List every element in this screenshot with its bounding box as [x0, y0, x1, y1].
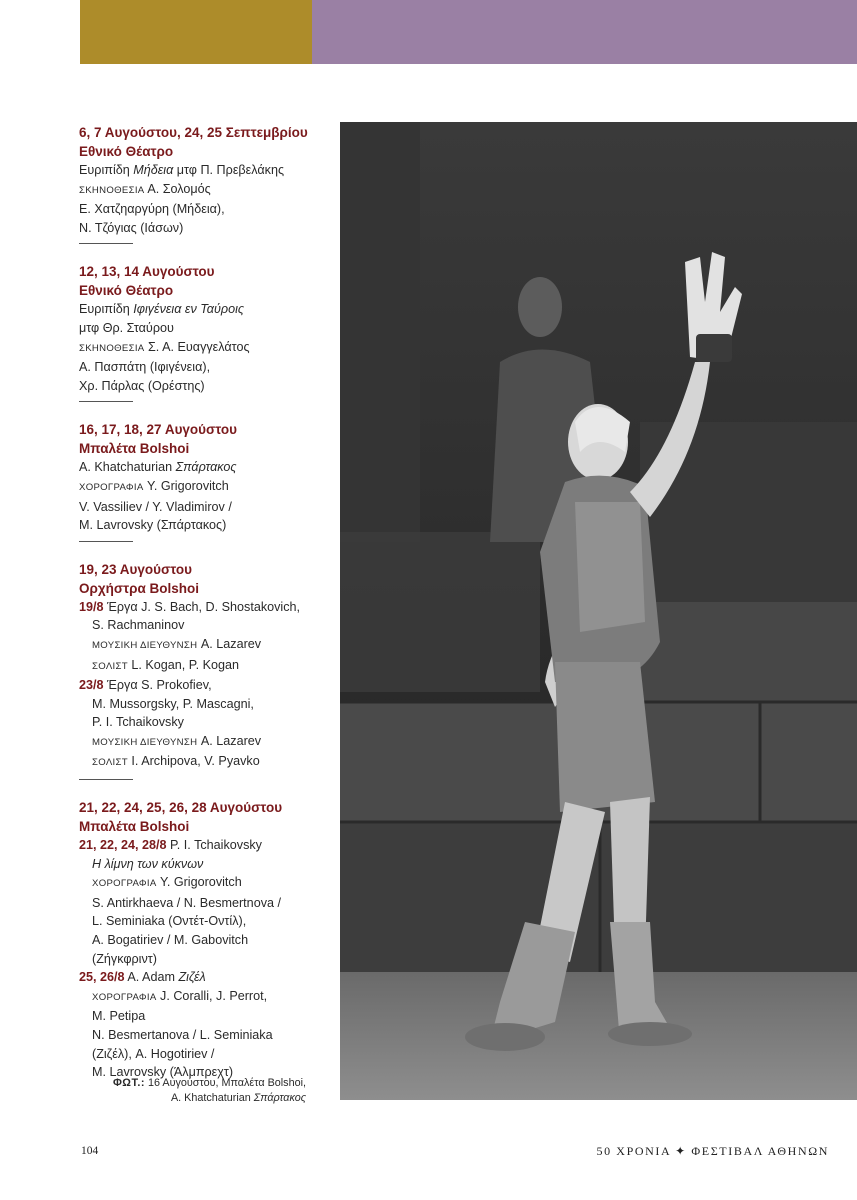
running-title: 50 ΧΡΟΝΙΑ ✦ ΦΕΣΤΙΒΑΛ ΑΘΗΝΩΝ	[596, 1144, 829, 1158]
programme-entry	[79, 420, 331, 541]
concert-programme	[79, 598, 331, 617]
ballet-days: 21, 22, 24, 28/8	[79, 838, 167, 853]
entry-venue: Μπαλέτα Bolshoi	[79, 441, 190, 457]
entry-date: 6, 7 Αυγούστου, 24, 25 Σεπτεμβρίου	[79, 125, 308, 140]
work-title: Μήδεια	[133, 163, 174, 177]
soloist-name: I. Archipova, V. Pyavko	[127, 754, 260, 769]
ballet-title-text: Η λίμνη των κύκνων	[92, 856, 204, 871]
caption-composer: A. Khatchaturian	[170, 1092, 254, 1104]
soloist-label: ΣΟΛΙΣΤ	[92, 660, 128, 672]
cast-line: A. Bogatiriev / M. Gabovitch	[92, 933, 249, 948]
cast-line: M. Lavrovsky (Άλμπρεχτ)	[92, 1065, 234, 1080]
work-author: Ευριπίδη	[79, 163, 134, 177]
concert-works-cont: P. I. Tchaikovsky	[92, 715, 184, 730]
header-band-gold	[80, 0, 312, 64]
cast-line: Χρ. Πάρλας (Ορέστης)	[79, 378, 205, 393]
director-label: ΣΚΗΝΟΘΕΣΙΑ	[79, 342, 145, 354]
ballet-programme	[79, 836, 331, 855]
cast-line: (Ζιζέλ), A. Hogotiriev /	[92, 1046, 215, 1061]
entry-venue: Εθνικό Θέατρο	[79, 283, 174, 299]
ballet-title	[79, 855, 331, 874]
entry-divider	[79, 401, 133, 402]
entry-venue: Εθνικό Θέατρο	[79, 144, 174, 159]
director-label: ΣΚΗΝΟΘΕΣΙΑ	[79, 184, 145, 196]
concert-conductor	[79, 732, 331, 753]
programme-entry	[79, 560, 331, 780]
concert-conductor	[79, 635, 331, 656]
dancer-photograph	[340, 122, 857, 1100]
ballet-choreography	[79, 987, 331, 1008]
entry-divider	[79, 243, 133, 244]
concert-programme	[79, 676, 331, 695]
choreography-label: ΧΟΡΟΓΡΑΦΙΑ	[79, 481, 144, 493]
cast-line: Ν. Τζόγιας (Ιάσων)	[79, 220, 184, 235]
choreography-label: ΧΟΡΟΓΡΑΦΙΑ	[92, 878, 157, 890]
caption-text: 16 Αυγούστου, Μπαλέτα Bolshoi,	[144, 1077, 306, 1089]
ballet-choreography	[79, 873, 331, 894]
ballet-composer: A. Adam	[124, 970, 179, 985]
caption-label: ΦΩΤ.:	[112, 1077, 145, 1089]
entry-work	[79, 300, 331, 319]
cast-line: L. Seminiaka (Οντέτ-Οντίλ),	[92, 914, 247, 929]
concert-works-cont: S. Rachmaninov	[92, 618, 185, 633]
soloist-label: ΣΟΛΙΣΤ	[92, 757, 128, 769]
programme-entry	[79, 262, 331, 402]
entry-translation: μτφ Θρ. Σταύρου	[79, 320, 174, 335]
cast-line: Α. Πασπάτη (Ιφιγένεια),	[79, 360, 211, 375]
entry-date: 19, 23 Αυγούστου	[79, 561, 192, 577]
entry-date: 12, 13, 14 Αυγούστου	[79, 264, 215, 280]
entry-director	[79, 338, 331, 359]
conductor-name: A. Lazarev	[197, 733, 262, 748]
choreography-label: ΧΟΡΟΓΡΑΦΙΑ	[92, 991, 157, 1003]
page-number: 104	[81, 1145, 99, 1157]
work-composer: A. Khatchaturian	[79, 460, 176, 475]
programme-entry	[79, 798, 331, 1082]
concert-day: 19/8	[79, 599, 104, 614]
ballet-composer: P. I. Tchaikovsky	[166, 838, 262, 853]
caption-work-title: Σπάρτακος	[253, 1092, 306, 1104]
programme-entry	[79, 123, 331, 244]
choreographer-name: Y. Grigorovitch	[156, 875, 242, 890]
work-author: Ευριπίδη	[79, 302, 134, 317]
entry-venue: Μπαλέτα Bolshoi	[79, 819, 190, 835]
work-title: Ιφιγένεια εν Ταύροις	[133, 302, 245, 317]
entry-venue: Ορχήστρα Bolshoi	[79, 580, 200, 596]
conductor-label: ΜΟΥΣΙΚΗ ΔΙΕΥΘΥΝΣΗ	[92, 736, 198, 748]
entry-director	[79, 180, 331, 201]
concert-soloist	[79, 752, 331, 773]
ballet-days: 25, 26/8	[79, 970, 125, 985]
conductor-label: ΜΟΥΣΙΚΗ ΔΙΕΥΘΥΝΣΗ	[92, 639, 198, 651]
caption-line-1	[113, 1076, 306, 1091]
entry-divider	[79, 541, 133, 542]
programme-column	[79, 123, 331, 1100]
choreographer-name: Y. Grigorovitch	[143, 478, 229, 493]
header-band-purple	[312, 0, 857, 64]
entry-work	[79, 458, 331, 477]
work-title: Σπάρτακος	[175, 460, 237, 475]
cast-line: V. Vassiliev / Y. Vladimirov /	[79, 499, 232, 514]
conductor-name: A. Lazarev	[197, 636, 262, 651]
concert-works-cont: M. Mussorgsky, P. Mascagni,	[92, 696, 254, 711]
director-name: Α. Σολομός	[144, 181, 211, 196]
entry-choreography	[79, 477, 331, 498]
entry-divider	[79, 779, 133, 780]
cast-line: N. Besmertanova / L. Seminiaka	[92, 1028, 273, 1042]
cast-line: M. Lavrovsky (Σπάρτακος)	[79, 518, 227, 533]
cast-line: (Ζήγκφριντ)	[92, 951, 157, 966]
entry-work	[79, 161, 331, 180]
concert-works: Έργα J. S. Bach, D. Shostakovich,	[107, 599, 301, 614]
cast-line: S. Antirkhaeva / N. Besmertnova /	[92, 895, 281, 910]
work-translation: μτφ Π. Πρεβελάκης	[173, 163, 285, 177]
director-name: Σ. Α. Ευαγγελάτος	[144, 339, 250, 354]
cast-line: Ε. Χατζηαργύρη (Μήδεια),	[79, 202, 225, 217]
choreographer-cont: M. Petipa	[92, 1009, 146, 1024]
caption-line-2	[113, 1091, 306, 1106]
entry-date: 21, 22, 24, 25, 26, 28 Αυγούστου	[79, 800, 283, 816]
entry-date: 16, 17, 18, 27 Αυγούστου	[79, 422, 238, 438]
photo-caption	[113, 1076, 306, 1106]
concert-works: Έργα S. Prokofiev,	[107, 678, 212, 693]
soloist-name: L. Kogan, P. Kogan	[127, 657, 239, 672]
concert-soloist	[79, 656, 331, 677]
concert-day: 23/8	[79, 678, 104, 693]
ballet-programme	[79, 968, 331, 987]
choreographer-name: J. Coralli, J. Perrot,	[156, 988, 268, 1003]
ballet-title-text: Ζιζέλ	[178, 970, 206, 985]
